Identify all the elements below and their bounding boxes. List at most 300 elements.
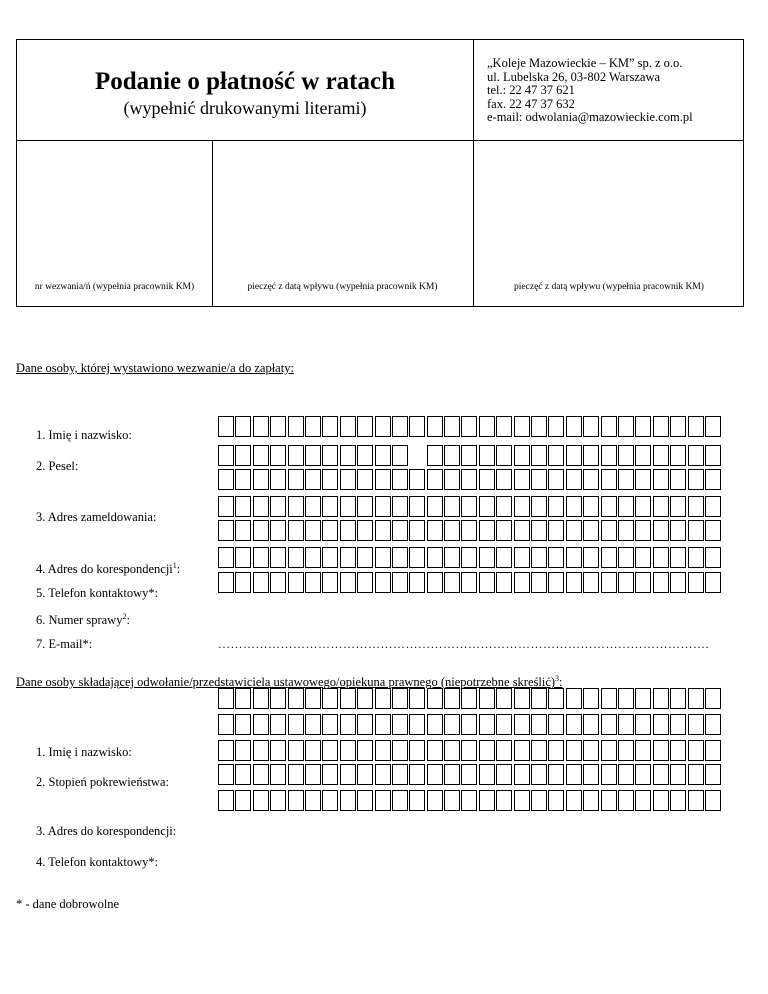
- char-box[interactable]: [653, 496, 669, 517]
- char-box[interactable]: [305, 688, 321, 709]
- char-box[interactable]: [270, 740, 286, 761]
- char-box[interactable]: [566, 790, 582, 811]
- char-box[interactable]: [705, 416, 721, 437]
- char-box[interactable]: [288, 790, 304, 811]
- char-box[interactable]: [392, 714, 408, 735]
- char-box[interactable]: [496, 416, 512, 437]
- char-box[interactable]: [340, 572, 356, 593]
- char-box[interactable]: [253, 764, 269, 785]
- char-box[interactable]: [392, 547, 408, 568]
- char-box[interactable]: [409, 764, 425, 785]
- char-box[interactable]: [688, 790, 704, 811]
- input-rep-name[interactable]: [218, 688, 722, 709]
- char-box[interactable]: [688, 445, 704, 466]
- char-box[interactable]: [548, 764, 564, 785]
- char-box[interactable]: [635, 688, 651, 709]
- char-box[interactable]: [583, 416, 599, 437]
- char-box[interactable]: [253, 688, 269, 709]
- char-box[interactable]: [548, 520, 564, 541]
- char-box[interactable]: [444, 496, 460, 517]
- char-box[interactable]: [514, 469, 530, 490]
- char-box[interactable]: [427, 547, 443, 568]
- char-box[interactable]: [305, 547, 321, 568]
- char-box[interactable]: [218, 740, 234, 761]
- char-box[interactable]: [218, 764, 234, 785]
- char-box[interactable]: [479, 445, 495, 466]
- char-box[interactable]: [461, 764, 477, 785]
- char-box[interactable]: [635, 445, 651, 466]
- char-box[interactable]: [375, 688, 391, 709]
- char-box[interactable]: [322, 764, 338, 785]
- char-box[interactable]: [270, 790, 286, 811]
- char-box[interactable]: [531, 496, 547, 517]
- char-box[interactable]: [427, 790, 443, 811]
- char-box[interactable]: [618, 416, 634, 437]
- char-box[interactable]: [270, 520, 286, 541]
- char-box[interactable]: [270, 714, 286, 735]
- char-box[interactable]: [322, 416, 338, 437]
- char-box[interactable]: [688, 547, 704, 568]
- char-box[interactable]: [566, 416, 582, 437]
- input-address-row-2[interactable]: [218, 469, 722, 490]
- char-box[interactable]: [409, 714, 425, 735]
- char-box[interactable]: [705, 496, 721, 517]
- char-box[interactable]: [375, 547, 391, 568]
- char-box[interactable]: [653, 790, 669, 811]
- char-box[interactable]: [653, 445, 669, 466]
- char-box[interactable]: [357, 520, 373, 541]
- char-box[interactable]: [218, 572, 234, 593]
- char-box[interactable]: [427, 496, 443, 517]
- char-box[interactable]: [444, 740, 460, 761]
- char-box[interactable]: [288, 416, 304, 437]
- char-box[interactable]: [496, 740, 512, 761]
- char-box[interactable]: [670, 688, 686, 709]
- char-box[interactable]: [322, 496, 338, 517]
- char-box[interactable]: [705, 714, 721, 735]
- char-box[interactable]: [601, 572, 617, 593]
- char-box[interactable]: [688, 764, 704, 785]
- char-box[interactable]: [548, 714, 564, 735]
- input-phone[interactable]: [218, 547, 722, 568]
- char-box[interactable]: [305, 496, 321, 517]
- char-box[interactable]: [705, 764, 721, 785]
- char-box[interactable]: [566, 572, 582, 593]
- char-box[interactable]: [496, 764, 512, 785]
- char-box[interactable]: [548, 740, 564, 761]
- char-box[interactable]: [444, 572, 460, 593]
- char-box[interactable]: [635, 790, 651, 811]
- char-box[interactable]: [496, 790, 512, 811]
- char-box[interactable]: [514, 790, 530, 811]
- char-box[interactable]: [566, 547, 582, 568]
- char-box[interactable]: [635, 496, 651, 517]
- char-box[interactable]: [444, 469, 460, 490]
- char-box[interactable]: [705, 688, 721, 709]
- char-box[interactable]: [635, 764, 651, 785]
- char-box[interactable]: [427, 688, 443, 709]
- char-box[interactable]: [548, 416, 564, 437]
- char-box[interactable]: [444, 688, 460, 709]
- char-box[interactable]: [427, 445, 443, 466]
- char-box[interactable]: [409, 520, 425, 541]
- char-box[interactable]: [270, 764, 286, 785]
- char-box[interactable]: [392, 469, 408, 490]
- char-box[interactable]: [601, 688, 617, 709]
- char-box[interactable]: [601, 520, 617, 541]
- char-box[interactable]: [548, 688, 564, 709]
- char-box[interactable]: [583, 790, 599, 811]
- char-box[interactable]: [409, 416, 425, 437]
- char-box[interactable]: [218, 688, 234, 709]
- char-box[interactable]: [461, 572, 477, 593]
- char-box[interactable]: [322, 714, 338, 735]
- char-box[interactable]: [235, 496, 251, 517]
- char-box[interactable]: [514, 714, 530, 735]
- char-box[interactable]: [235, 740, 251, 761]
- char-box[interactable]: [375, 714, 391, 735]
- char-box[interactable]: [340, 496, 356, 517]
- char-box[interactable]: [340, 688, 356, 709]
- char-box[interactable]: [235, 547, 251, 568]
- char-box[interactable]: [479, 547, 495, 568]
- char-box[interactable]: [288, 572, 304, 593]
- char-box[interactable]: [253, 714, 269, 735]
- char-box[interactable]: [340, 740, 356, 761]
- char-box[interactable]: [218, 416, 234, 437]
- char-box[interactable]: [357, 764, 373, 785]
- char-box[interactable]: [531, 445, 547, 466]
- char-box[interactable]: [653, 688, 669, 709]
- char-box[interactable]: [566, 740, 582, 761]
- char-box[interactable]: [357, 572, 373, 593]
- char-box[interactable]: [635, 547, 651, 568]
- char-box[interactable]: [340, 469, 356, 490]
- input-rep-phone[interactable]: [218, 790, 722, 811]
- char-box[interactable]: [618, 740, 634, 761]
- char-box[interactable]: [688, 740, 704, 761]
- char-box[interactable]: [688, 416, 704, 437]
- char-box[interactable]: [670, 714, 686, 735]
- char-box[interactable]: [392, 416, 408, 437]
- char-box[interactable]: [444, 764, 460, 785]
- char-box[interactable]: [444, 416, 460, 437]
- char-box[interactable]: [670, 790, 686, 811]
- char-box[interactable]: [392, 688, 408, 709]
- char-box[interactable]: [583, 740, 599, 761]
- char-box[interactable]: [531, 547, 547, 568]
- char-box[interactable]: [375, 520, 391, 541]
- char-box[interactable]: [705, 740, 721, 761]
- char-box[interactable]: [566, 764, 582, 785]
- char-box[interactable]: [618, 547, 634, 568]
- char-box[interactable]: [688, 496, 704, 517]
- char-box[interactable]: [531, 416, 547, 437]
- char-box[interactable]: [635, 469, 651, 490]
- char-box[interactable]: [270, 688, 286, 709]
- char-box[interactable]: [340, 790, 356, 811]
- char-box[interactable]: [479, 790, 495, 811]
- char-box[interactable]: [461, 790, 477, 811]
- char-box[interactable]: [375, 496, 391, 517]
- char-box[interactable]: [357, 714, 373, 735]
- char-box[interactable]: [253, 740, 269, 761]
- char-box[interactable]: [653, 547, 669, 568]
- char-box[interactable]: [305, 790, 321, 811]
- char-box[interactable]: [670, 547, 686, 568]
- char-box[interactable]: [670, 445, 686, 466]
- char-box[interactable]: [583, 688, 599, 709]
- input-correspondence-row-1[interactable]: [218, 496, 722, 517]
- char-box[interactable]: [566, 714, 582, 735]
- char-box[interactable]: [618, 572, 634, 593]
- char-box[interactable]: [305, 416, 321, 437]
- char-box[interactable]: [427, 714, 443, 735]
- char-box[interactable]: [705, 469, 721, 490]
- char-box[interactable]: [444, 445, 460, 466]
- char-box[interactable]: [514, 764, 530, 785]
- input-email-line[interactable]: ……………………………………………………………………………………………………….: [218, 637, 709, 651]
- char-box[interactable]: [618, 445, 634, 466]
- input-name[interactable]: [218, 416, 722, 437]
- char-box[interactable]: [461, 547, 477, 568]
- input-rep-address-row-2[interactable]: [218, 764, 722, 785]
- char-box[interactable]: [357, 688, 373, 709]
- char-box[interactable]: [583, 764, 599, 785]
- char-box[interactable]: [322, 688, 338, 709]
- char-box[interactable]: [288, 547, 304, 568]
- char-box[interactable]: [496, 688, 512, 709]
- char-box[interactable]: [461, 469, 477, 490]
- char-box[interactable]: [531, 520, 547, 541]
- char-box[interactable]: [601, 445, 617, 466]
- char-box[interactable]: [688, 469, 704, 490]
- char-box[interactable]: [688, 714, 704, 735]
- char-box[interactable]: [601, 547, 617, 568]
- char-box[interactable]: [583, 572, 599, 593]
- char-box[interactable]: [635, 416, 651, 437]
- char-box[interactable]: [601, 416, 617, 437]
- char-box[interactable]: [461, 416, 477, 437]
- char-box[interactable]: [288, 688, 304, 709]
- char-box[interactable]: [670, 572, 686, 593]
- char-box[interactable]: [305, 469, 321, 490]
- char-box[interactable]: [427, 416, 443, 437]
- char-box[interactable]: [392, 520, 408, 541]
- char-box[interactable]: [479, 520, 495, 541]
- char-box[interactable]: [270, 416, 286, 437]
- char-box[interactable]: [253, 416, 269, 437]
- char-box[interactable]: [496, 714, 512, 735]
- char-box[interactable]: [479, 740, 495, 761]
- char-box[interactable]: [618, 790, 634, 811]
- char-box[interactable]: [375, 740, 391, 761]
- char-box[interactable]: [705, 572, 721, 593]
- char-box[interactable]: [583, 714, 599, 735]
- char-box[interactable]: [461, 496, 477, 517]
- char-box[interactable]: [409, 740, 425, 761]
- char-box[interactable]: [514, 572, 530, 593]
- char-box[interactable]: [670, 469, 686, 490]
- char-box[interactable]: [375, 764, 391, 785]
- input-address-row-1[interactable]: [218, 445, 722, 466]
- char-box[interactable]: [340, 714, 356, 735]
- char-box[interactable]: [375, 790, 391, 811]
- char-box[interactable]: [235, 469, 251, 490]
- char-box[interactable]: [461, 520, 477, 541]
- input-rep-relation[interactable]: [218, 714, 722, 735]
- char-box[interactable]: [218, 469, 234, 490]
- char-box[interactable]: [288, 764, 304, 785]
- char-box[interactable]: [340, 547, 356, 568]
- char-box[interactable]: [427, 764, 443, 785]
- char-box[interactable]: [218, 547, 234, 568]
- char-box[interactable]: [618, 520, 634, 541]
- char-box[interactable]: [635, 520, 651, 541]
- char-box[interactable]: [618, 496, 634, 517]
- char-box[interactable]: [392, 790, 408, 811]
- char-box[interactable]: [375, 469, 391, 490]
- char-box[interactable]: [461, 688, 477, 709]
- char-box[interactable]: [288, 714, 304, 735]
- char-box[interactable]: [461, 445, 477, 466]
- char-box[interactable]: [531, 572, 547, 593]
- char-box[interactable]: [288, 469, 304, 490]
- char-box[interactable]: [357, 496, 373, 517]
- char-box[interactable]: [635, 714, 651, 735]
- char-box[interactable]: [305, 764, 321, 785]
- char-box[interactable]: [340, 764, 356, 785]
- char-box[interactable]: [253, 469, 269, 490]
- char-box[interactable]: [479, 572, 495, 593]
- char-box[interactable]: [496, 547, 512, 568]
- char-box[interactable]: [496, 445, 512, 466]
- char-box[interactable]: [288, 496, 304, 517]
- char-box[interactable]: [253, 572, 269, 593]
- char-box[interactable]: [392, 764, 408, 785]
- char-box[interactable]: [409, 547, 425, 568]
- char-box[interactable]: [566, 520, 582, 541]
- char-box[interactable]: [270, 469, 286, 490]
- char-box[interactable]: [235, 764, 251, 785]
- char-box[interactable]: [322, 520, 338, 541]
- char-box[interactable]: [305, 714, 321, 735]
- char-box[interactable]: [235, 688, 251, 709]
- char-box[interactable]: [548, 572, 564, 593]
- char-box[interactable]: [322, 740, 338, 761]
- char-box[interactable]: [548, 469, 564, 490]
- char-box[interactable]: [235, 520, 251, 541]
- char-box[interactable]: [514, 520, 530, 541]
- char-box[interactable]: [583, 469, 599, 490]
- char-box[interactable]: [531, 790, 547, 811]
- char-box[interactable]: [583, 520, 599, 541]
- char-box[interactable]: [548, 790, 564, 811]
- char-box[interactable]: [548, 445, 564, 466]
- char-box[interactable]: [305, 572, 321, 593]
- char-box[interactable]: [635, 740, 651, 761]
- char-box[interactable]: [496, 572, 512, 593]
- char-box[interactable]: [270, 572, 286, 593]
- char-box[interactable]: [322, 572, 338, 593]
- char-box[interactable]: [288, 740, 304, 761]
- char-box[interactable]: [705, 547, 721, 568]
- char-box[interactable]: [479, 688, 495, 709]
- char-box[interactable]: [305, 740, 321, 761]
- char-box[interactable]: [357, 790, 373, 811]
- char-box[interactable]: [409, 496, 425, 517]
- char-box[interactable]: [618, 764, 634, 785]
- char-box[interactable]: [270, 496, 286, 517]
- char-box[interactable]: [688, 572, 704, 593]
- char-box[interactable]: [444, 520, 460, 541]
- char-box[interactable]: [688, 520, 704, 541]
- char-box[interactable]: [496, 520, 512, 541]
- char-box[interactable]: [670, 416, 686, 437]
- char-box[interactable]: [322, 469, 338, 490]
- char-box[interactable]: [409, 469, 425, 490]
- char-box[interactable]: [635, 572, 651, 593]
- char-box[interactable]: [601, 496, 617, 517]
- char-box[interactable]: [514, 688, 530, 709]
- char-box[interactable]: [514, 445, 530, 466]
- char-box[interactable]: [270, 547, 286, 568]
- char-box[interactable]: [479, 469, 495, 490]
- char-box[interactable]: [566, 469, 582, 490]
- char-box[interactable]: [653, 572, 669, 593]
- char-box[interactable]: [670, 764, 686, 785]
- char-box[interactable]: [253, 790, 269, 811]
- char-box[interactable]: [427, 740, 443, 761]
- input-case-number[interactable]: [218, 572, 722, 593]
- char-box[interactable]: [583, 496, 599, 517]
- char-box[interactable]: [531, 714, 547, 735]
- char-box[interactable]: [357, 547, 373, 568]
- char-box[interactable]: [392, 740, 408, 761]
- char-box[interactable]: [427, 520, 443, 541]
- char-box[interactable]: [601, 714, 617, 735]
- char-box[interactable]: [705, 445, 721, 466]
- char-box[interactable]: [375, 572, 391, 593]
- char-box[interactable]: [461, 740, 477, 761]
- char-box[interactable]: [357, 416, 373, 437]
- char-box[interactable]: [548, 496, 564, 517]
- char-box[interactable]: [409, 688, 425, 709]
- char-box[interactable]: [235, 416, 251, 437]
- char-box[interactable]: [322, 790, 338, 811]
- char-box[interactable]: [218, 790, 234, 811]
- char-box[interactable]: [479, 764, 495, 785]
- char-box[interactable]: [601, 764, 617, 785]
- char-box[interactable]: [514, 416, 530, 437]
- char-box[interactable]: [218, 714, 234, 735]
- char-box[interactable]: [253, 496, 269, 517]
- char-box[interactable]: [444, 790, 460, 811]
- char-box[interactable]: [427, 572, 443, 593]
- char-box[interactable]: [496, 469, 512, 490]
- char-box[interactable]: [218, 496, 234, 517]
- char-box[interactable]: [601, 790, 617, 811]
- char-box[interactable]: [531, 469, 547, 490]
- input-rep-address-row-1[interactable]: [218, 740, 722, 761]
- char-box[interactable]: [583, 445, 599, 466]
- char-box[interactable]: [583, 547, 599, 568]
- char-box[interactable]: [409, 790, 425, 811]
- char-box[interactable]: [653, 714, 669, 735]
- char-box[interactable]: [653, 416, 669, 437]
- char-box[interactable]: [427, 469, 443, 490]
- char-box[interactable]: [322, 547, 338, 568]
